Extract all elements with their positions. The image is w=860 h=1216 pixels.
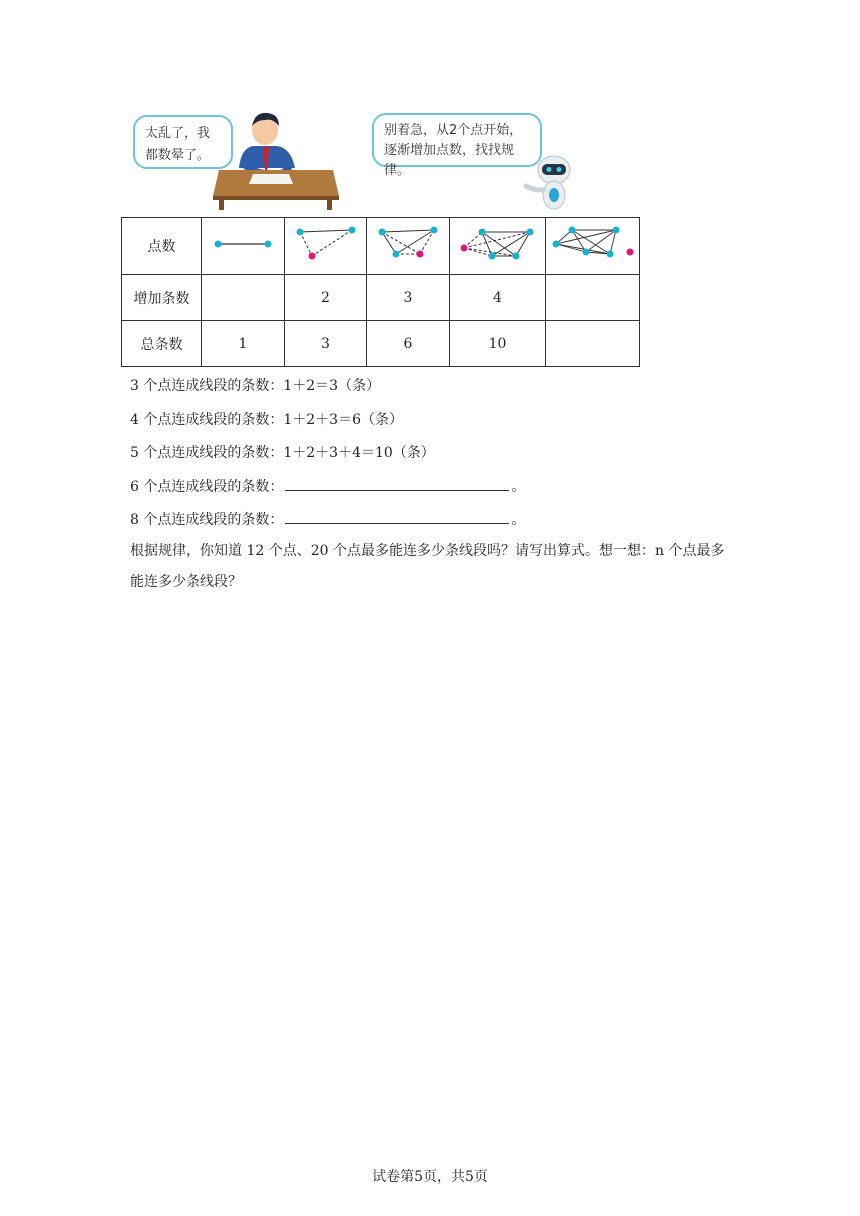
total-cell: 1 xyxy=(202,321,285,367)
line-3-points: 3 个点连成线段的条数：1＋2＝3（条） xyxy=(130,378,381,394)
line-5-points: 5 个点连成线段的条数：1＋2＋3＋4＝10（条） xyxy=(130,445,435,461)
increase-cell: 2 xyxy=(285,275,367,321)
two-point-diagram xyxy=(213,234,273,254)
increase-cell: 3 xyxy=(367,275,450,321)
end-mark: 。 xyxy=(511,512,526,528)
diagram-5-points xyxy=(450,218,546,275)
total-cell: 3 xyxy=(285,321,367,367)
row-header-total: 总条数 xyxy=(122,321,202,367)
total-cell: 6 xyxy=(367,321,450,367)
total-cell-blank[interactable] xyxy=(546,321,640,367)
increase-cell: 4 xyxy=(450,275,546,321)
robot-speech-bubble xyxy=(372,113,542,178)
diagram-3-points xyxy=(285,218,367,275)
question-paragraph: 根据规律，你知道 12 个点、20 个点最多能连多少条线段吗？请写出算式。想一想：n 个点最多能连多少条线段？ xyxy=(130,543,725,590)
end-mark: 。 xyxy=(511,479,526,495)
points-lines-table xyxy=(121,217,640,367)
six-point-diagram xyxy=(550,226,636,262)
row-header-increase: 增加条数 xyxy=(122,275,202,321)
increase-cell xyxy=(202,275,285,321)
row-header-points: 点数 xyxy=(122,218,202,275)
diagram-6-points xyxy=(546,218,640,275)
line-6-points xyxy=(130,476,525,496)
increase-cell-blank[interactable] xyxy=(546,275,640,321)
five-point-diagram xyxy=(458,226,538,262)
robot-icon xyxy=(522,150,582,212)
four-point-diagram xyxy=(376,226,440,262)
line-8-label: 8 个点连成线段的条数： xyxy=(130,512,284,528)
student-at-desk-illustration xyxy=(205,108,345,210)
three-point-diagram xyxy=(294,226,358,262)
line-8-points xyxy=(130,509,525,529)
robot-bubble-text: 别着急，从2个点开始，逐渐增加点数，找找规律。 xyxy=(384,123,523,178)
line-4-points: 4 个点连成线段的条数：1＋2＋3＝6（条） xyxy=(130,412,403,428)
diagram-2-points xyxy=(202,218,285,275)
answer-blank-8-points[interactable] xyxy=(285,509,509,524)
line-6-label: 6 个点连成线段的条数： xyxy=(130,479,284,495)
student-bubble-text: 太乱了，我都数晕了。 xyxy=(145,126,211,163)
total-cell: 10 xyxy=(450,321,546,367)
answer-blank-6-points[interactable] xyxy=(285,476,509,491)
diagram-4-points xyxy=(367,218,450,275)
page-footer: 试卷第5页，共5页 xyxy=(372,1169,488,1185)
